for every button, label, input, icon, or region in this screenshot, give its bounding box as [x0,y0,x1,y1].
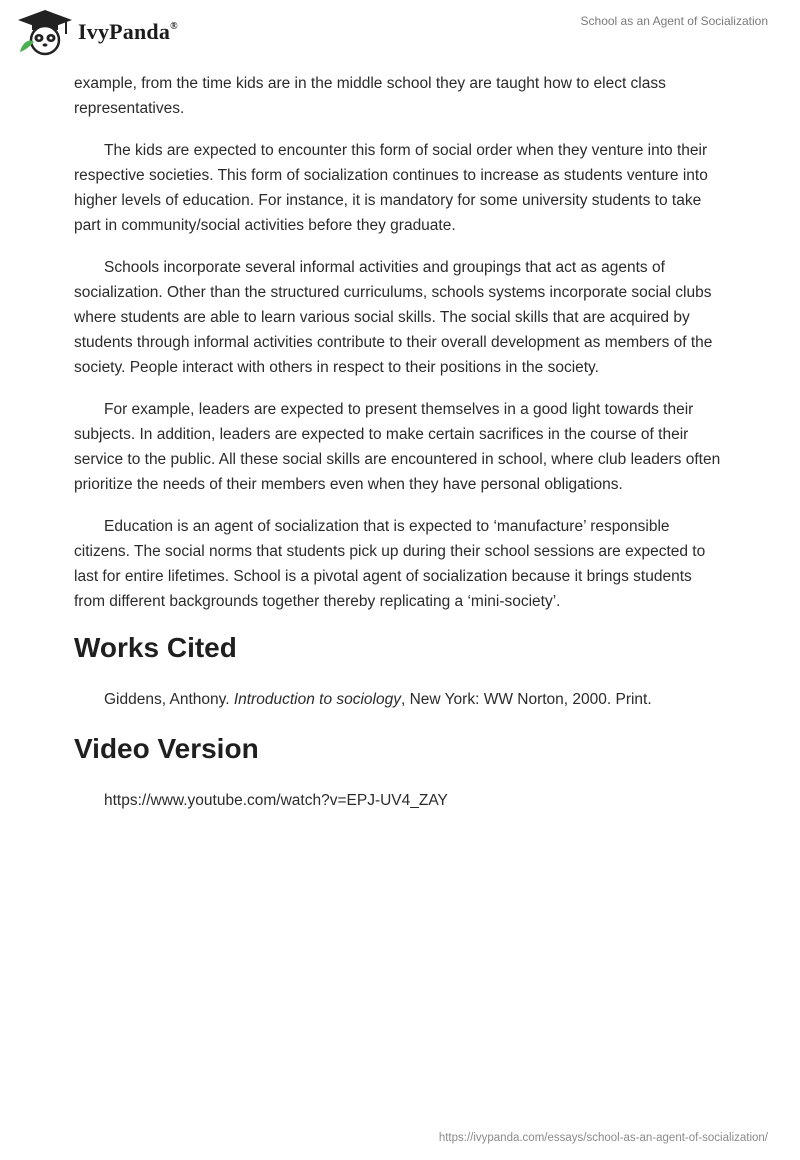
document-title: School as an Agent of Socialization [580,14,768,28]
citation-details: , New York: WW Norton, 2000. Print. [400,691,652,708]
panda-graduate-icon [16,8,74,56]
paragraph-1: example, from the time kids are in the middle school they are taught how to elect class representatives. [74,75,666,117]
ivypanda-logo[interactable] [16,8,178,56]
works-cited-heading: Works Cited [74,632,237,663]
video-version-heading: Video Version [74,733,259,764]
page-header [0,0,800,70]
video-url-link[interactable]: https://www.youtube.com/watch?v=EPJ-UV4_ZAY [104,792,448,809]
citation-title: Introduction to sociology [233,691,401,708]
citation-entry [74,687,726,712]
source-url[interactable]: https://ivypanda.com/essays/school-as-an-agent-of-socialization/ [438,1132,768,1144]
paragraph-3: Schools incorporate several informal activities and groupings that act as agents of socialization. Other than the structured curriculums, schools systems incorporate social clubs where students are able to learn various social skills. The social skills that are acquired by students through informal activities contribute to their overall development as members of the society. People interact with others in respect to their positions in the society. [74,259,713,376]
paragraph-5: Education is an agent of socialization that is expected to ‘manufacture’ responsible citizens. The social norms that students pick up during their school sessions are expected to last for entire lifetimes. School is a pivotal agent of socialization because it brings students from different backgrounds together thereby replicating a ‘mini-society’. [74,518,706,610]
essay-content [74,71,726,830]
brand-name: IvyPanda® [78,19,178,44]
citation-author: Giddens, Anthony. [104,691,234,708]
paragraph-4: For example, leaders are expected to present themselves in a good light towards their subjects. In addition, leaders are expected to make certain sacrifices in the course of their service to the public. All these social skills are encountered in school, where club leaders often prioritize the needs of their members even when they have personal obligations. [74,401,721,493]
paragraph-2: The kids are expected to encounter this form of social order when they venture into their respective societies. This form of socialization continues to increase as students venture into higher levels of education. For instance, it is mandatory for some university students to take part in community/social activities before they graduate. [74,142,708,234]
